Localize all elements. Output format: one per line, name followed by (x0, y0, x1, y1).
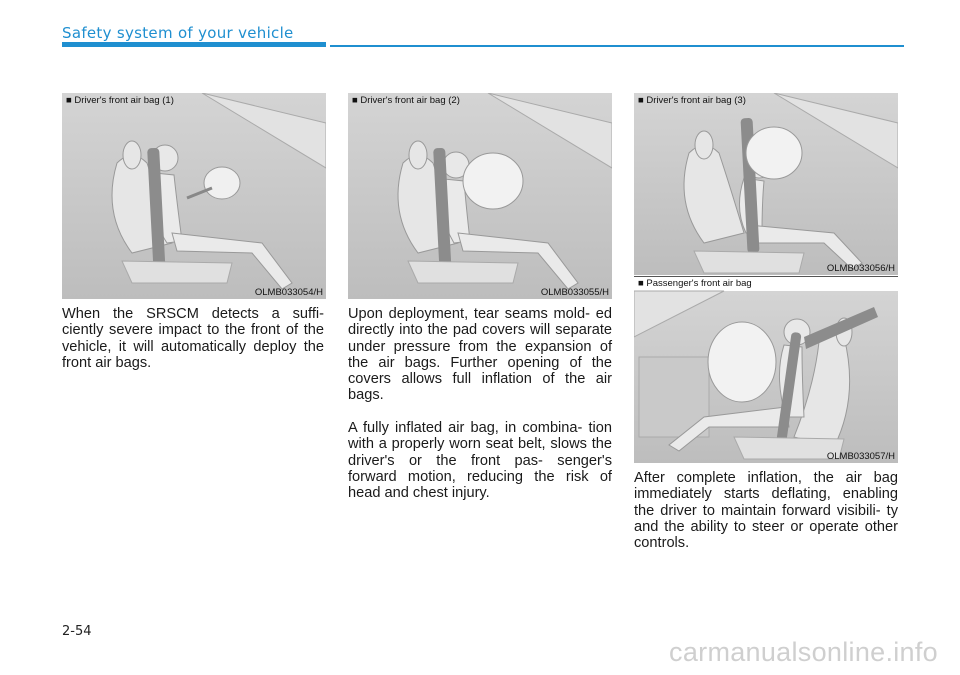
header-rule-thin (330, 45, 904, 47)
figure-4-code: OLMB033057/H (826, 451, 895, 462)
figure-3-code: OLMB033056/H (826, 263, 895, 274)
header-rule-thick (62, 42, 326, 47)
figure-driver-airbag-3 (634, 93, 898, 275)
col2-paragraph-2: A fully inflated air bag, in combina- tion with a properly worn seat belt, slows the driver's or the front pas- senger's forward motion, reducing the risk of head and chest injury. (348, 420, 612, 502)
watermark: carmanualsonline.info (669, 637, 938, 667)
figure-3-caption: ■ Driver's front air bag (3) (638, 95, 746, 106)
driver-airbag-3-illustration (634, 93, 898, 275)
figure-driver-airbag-1 (62, 93, 326, 299)
figure-1-code: OLMB033054/H (254, 287, 323, 298)
section-title: Safety system of your vehicle (62, 24, 294, 42)
figure-2-caption: ■ Driver's front air bag (2) (352, 95, 460, 106)
figure-driver-airbag-2 (348, 93, 612, 299)
passenger-airbag-illustration (634, 277, 898, 463)
figure-4-caption: ■ Passenger's front air bag (638, 278, 752, 289)
figure-passenger-airbag (634, 277, 898, 463)
page-number: 2-54 (62, 624, 92, 639)
driver-airbag-1-illustration (62, 93, 326, 299)
col2-paragraph-1: Upon deployment, tear seams mold- ed directly into the pad covers will separate under pressure from the expansion of the air bags. Further opening of the covers allows full inflation of the air bags. (348, 306, 612, 404)
col1-paragraph: When the SRSCM detects a suffi- ciently severe impact to the front of the vehicle, it will automatically deploy the front air bags. (62, 306, 324, 371)
driver-airbag-2-illustration (348, 93, 612, 299)
figure-2-code: OLMB033055/H (540, 287, 609, 298)
col3-paragraph: After complete inflation, the air bag immediately starts deflating, enabling the driver to maintain forward visibili- ty and the ability to steer or operate other controls. (634, 470, 898, 552)
figure-1-caption: ■ Driver's front air bag (1) (66, 95, 174, 106)
